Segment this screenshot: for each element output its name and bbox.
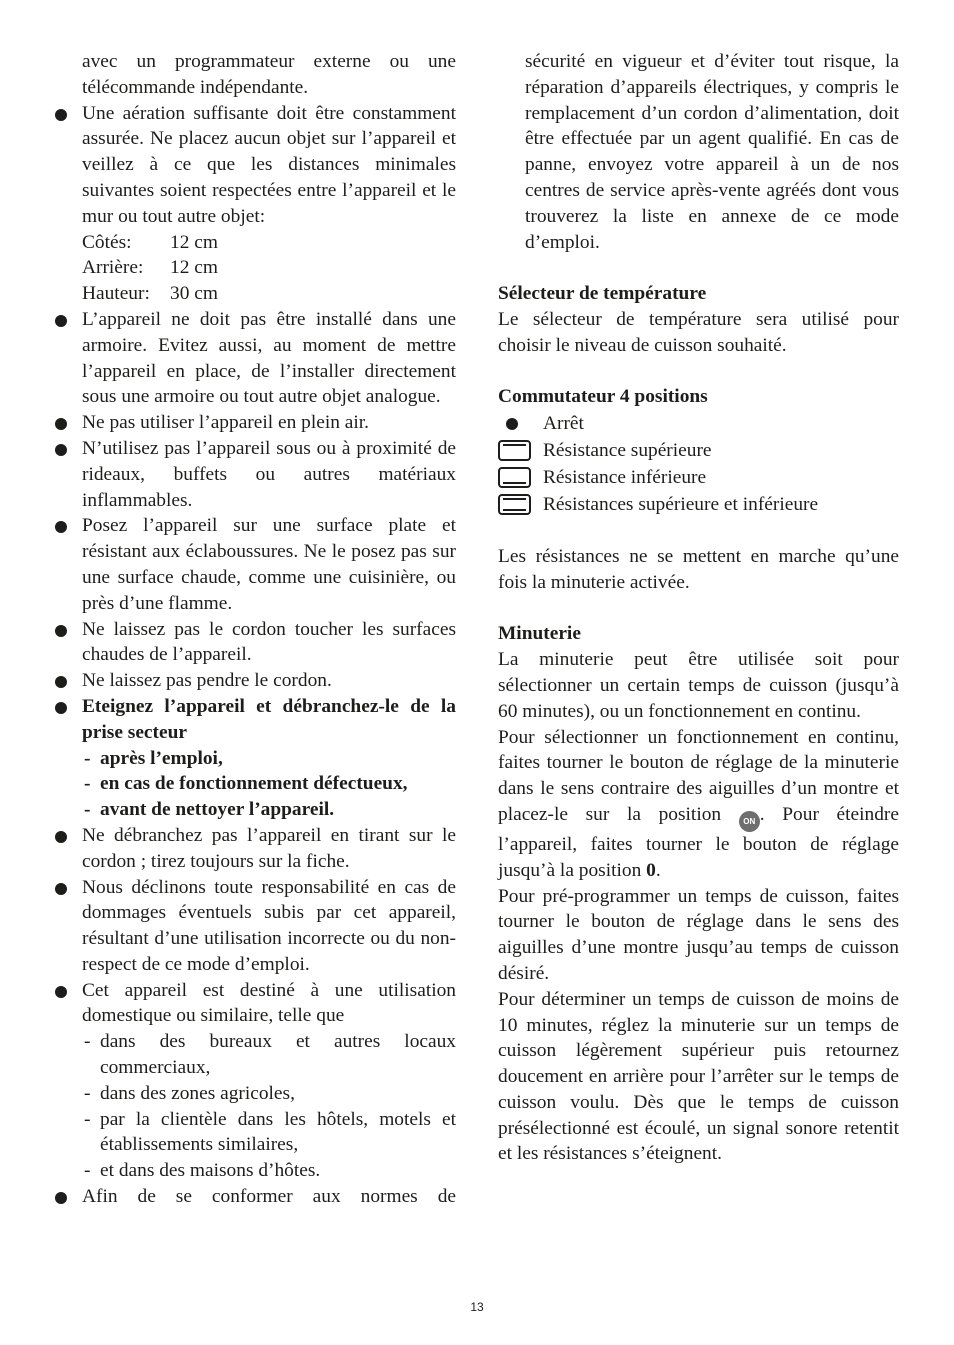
domestic-item: - et dans des maisons d’hôtes.: [82, 1158, 456, 1184]
unplug-item: - en cas de fonctionnement défectueux,: [82, 771, 456, 797]
distance-label: Hauteur:: [82, 283, 150, 305]
distance-value: 30 cm: [170, 283, 218, 305]
switch-heading: Commutateur 4 positions: [498, 386, 708, 408]
bullet-outdoor: Ne pas utiliser l’appareil en plein air.: [82, 410, 456, 436]
switch-position-both: [498, 491, 899, 518]
temperature-heading: Sélecteur de température: [498, 283, 707, 305]
domestic-item: - dans des zones agricoles,: [82, 1081, 456, 1107]
distance-value: 12 cm: [170, 231, 218, 253]
switch-position-off: [498, 410, 899, 437]
timer-p3: Pour pré-programmer un temps de cuisson, faites tourner le bouton de réglage dans le sens des aiguilles d’une montre jusqu’au temps de cuisson désiré.: [498, 885, 899, 984]
unplug-item: - après l’emploi,: [82, 746, 456, 772]
switch-position-label: Arrêt: [543, 412, 584, 434]
bullet-liability: Nous déclinons toute responsabilité en cas de dommages éventuels subis par cet appareil, résultant d’une utilisation incorrecte ou du non-respect de ce mode d’emploi.: [82, 875, 456, 978]
timer-p1: La minuterie peut être utilisée soit pour sélectionner un certain temps de cuisson (jusqu’à 60 minutes), ou un fonctionnement en continu.: [498, 649, 899, 722]
bullet-cord-hang: Ne laissez pas pendre le cordon.: [82, 668, 456, 694]
bullet-curtains: N’utilisez pas l’appareil sous ou à proximité de rideaux, buffets ou autres matériaux inflammables.: [82, 436, 456, 513]
switch-position-label: Résistances supérieure et inférieure: [543, 493, 819, 515]
unplug-text: Eteignez l’appareil et débranchez-le de la prise secteur: [82, 695, 456, 743]
bullet-cupboard: L’appareil ne doit pas être installé dans une armoire. Evitez aussi, au moment de mettre l’appareil en place, de l’installer directement sous une armoire ou tout autre objet analogue.: [82, 307, 456, 410]
page-number: 13: [470, 1300, 484, 1314]
zero-position: 0: [646, 859, 656, 881]
timer-heading: Minuterie: [498, 623, 581, 645]
bullet-domestic: [82, 978, 456, 1184]
distance-value: 12 cm: [170, 257, 218, 279]
bullet-ventilation: [82, 101, 456, 307]
switch-position-label: Résistance supérieure: [543, 439, 712, 461]
intro-text: avec un programmateur externe ou une télécommande indépendante.: [82, 51, 456, 98]
switch-position-lower: [498, 464, 899, 491]
bullet-pull-cord: Ne débranchez pas l’appareil en tirant sur le cordon ; tirez toujours sur la fiche.: [82, 823, 456, 875]
both-heaters-icon: [498, 494, 531, 515]
ventilation-text: Une aération suffisante doit être constamment assurée. Ne placez aucun objet sur l’appareil et veillez à ce que les distances minimales suivantes soient respectées entre l’appareil et le mur ou tout autre objet:: [82, 102, 456, 227]
distance-row-sides: [82, 230, 456, 256]
bullet-cord-touch: Ne laissez pas le cordon toucher les surfaces chaudes de l’appareil.: [82, 617, 456, 669]
switch-position-label: Résistance inférieure: [543, 466, 707, 488]
timer-p4: Pour déterminer un temps de cuisson de moins de 10 minutes, réglez la minuterie sur un temps de cuisson légèrement supérieur puis retournez doucement en arrière pour l’arrêter sur le temps de cuisson voulu. Dès que le temps de cuisson présélectionné est écoulé, un signal sonore retentit et les résistances s’éteignent.: [498, 988, 899, 1165]
bullet-norms: Afin de se conformer aux normes de: [82, 1184, 456, 1210]
switch-note: Les résistances ne se mettent en marche qu’une fois la minuterie activée.: [498, 545, 899, 593]
domestic-item: - dans des bureaux et autres locaux commerciaux,: [82, 1029, 456, 1081]
distance-label: Côtés:: [82, 231, 132, 253]
distance-row-height: [82, 281, 456, 307]
domestic-text: Cet appareil est destiné à une utilisation domestique ou similaire, telle que: [82, 979, 456, 1027]
lower-heater-icon: [498, 467, 531, 488]
on-position-icon: ON: [739, 811, 760, 832]
distance-row-back: [82, 255, 456, 281]
domestic-item: - par la clientèle dans les hôtels, motels et établissements similaires,: [82, 1107, 456, 1159]
upper-heater-icon: [498, 440, 531, 461]
bullet-surface: Posez l’appareil sur une surface plate et résistant aux éclaboussures. Ne le posez pas sur une surface chaude, comme une cuisinière, ou près d’une flamme.: [82, 513, 456, 616]
distance-label: Arrière:: [82, 257, 144, 279]
bullet-unplug: [82, 694, 456, 823]
left-column: [82, 49, 456, 1210]
switch-position-upper: [498, 437, 899, 464]
unplug-item: - avant de nettoyer l’appareil.: [82, 797, 456, 823]
temperature-text: Le sélecteur de température sera utilisé pour choisir le niveau de cuisson souhaité.: [498, 308, 899, 356]
switch-positions: [498, 410, 899, 518]
timer-p2: Pour sélectionner un fonctionnement en continu, faites tourner le bouton de réglage de la minuterie dans le sens contraire des aiguilles d’un montre et placez-le sur la position ON . Pour éteindre l’appareil, faites tourner le bouton de réglage jusqu’à la position 0.: [498, 726, 899, 881]
right-column: [498, 49, 899, 1167]
norms-continued-text: sécurité en vigueur et d’éviter tout risque, la réparation d’appareils électriques, y compris le remplacement d’un cordon d’alimentation, doit être effectuée par un agent qualifié. En cas de panne, envoyez votre appareil à un de nos centres de service après-vente agréés dont vous trouverez la liste en annexe de ce mode d’emploi.: [525, 51, 899, 253]
bullet-icon: [498, 418, 543, 430]
